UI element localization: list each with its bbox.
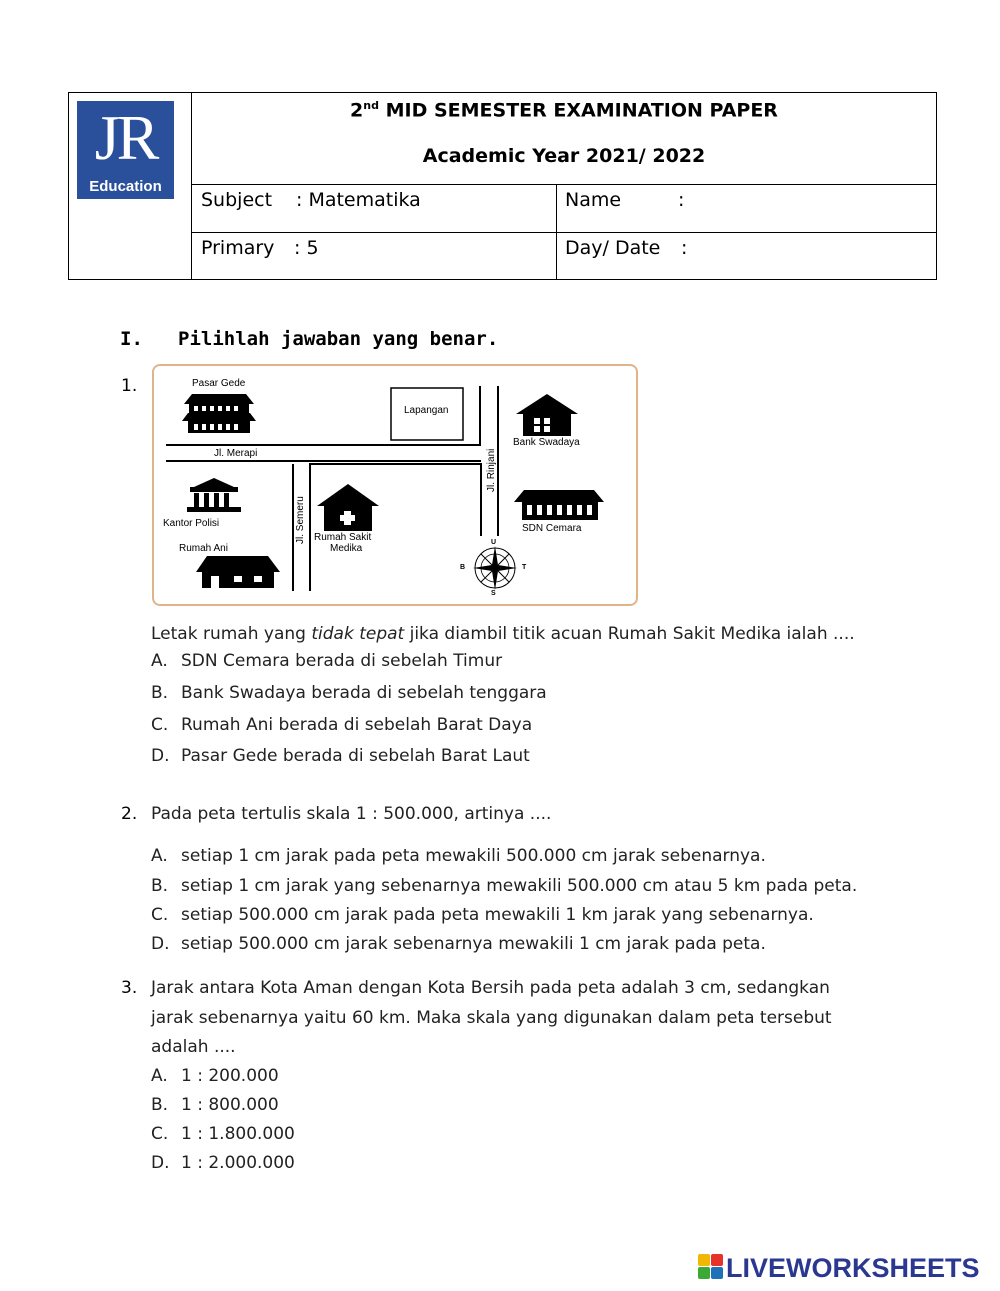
- question-3-number: 3.: [121, 978, 138, 998]
- primary-value: : 5: [294, 237, 319, 259]
- info-row-primary: [192, 233, 936, 280]
- label-lapangan: Lapangan: [404, 405, 449, 416]
- label-rumah-ani: Rumah Ani: [179, 543, 228, 554]
- map-drawing: [154, 366, 638, 606]
- question-1-option-c[interactable]: C. Rumah Ani berada di sebelah Barat Daya: [151, 715, 533, 735]
- primary-label: Primary: [201, 237, 275, 259]
- pasar-gede-icon: [182, 394, 256, 433]
- compass-south: S: [491, 590, 496, 597]
- liveworksheets-logo[interactable]: [698, 1253, 980, 1285]
- sdn-cemara-icon: [514, 490, 604, 520]
- label-sdn-cemara: SDN Cemara: [522, 523, 582, 534]
- exam-title: 2nd MID SEMESTER EXAMINATION PAPER: [350, 99, 778, 122]
- primary-cell: [192, 233, 557, 280]
- subject-value: : Matematika: [296, 189, 421, 211]
- name-label: Name: [565, 189, 622, 211]
- subject-cell: [192, 185, 557, 232]
- compass-east: T: [522, 564, 527, 571]
- exam-title-cell: [192, 93, 936, 185]
- question-1-option-b[interactable]: B. Bank Swadaya berada di sebelah tenggara: [151, 683, 547, 703]
- label-jl-semeru: Jl. Semeru: [295, 496, 306, 544]
- logo-cell: [69, 93, 192, 279]
- name-value: :: [678, 189, 685, 211]
- label-pasar-gede: Pasar Gede: [192, 378, 246, 389]
- question-1-option-a[interactable]: A. SDN Cemara berada di sebelah Timur: [151, 651, 503, 671]
- label-kantor-polisi: Kantor Polisi: [163, 518, 220, 529]
- question-3-option-d[interactable]: D. 1 : 2.000.000: [151, 1153, 295, 1173]
- jr-education-logo: [77, 101, 174, 199]
- liveworksheets-text: LIVEWORKSHEETS: [726, 1253, 980, 1283]
- section-title: Pilihlah jawaban yang benar.: [178, 328, 499, 350]
- question-2-option-a[interactable]: A. setiap 1 cm jarak pada peta mewakili 500.000 cm jarak sebenarnya.: [151, 846, 766, 866]
- question-3-text-line-2: jarak sebenarnya yaitu 60 km. Maka skala yang digunakan dalam peta tersebut: [151, 1008, 832, 1028]
- question-2-option-d[interactable]: D. setiap 500.000 cm jarak sebenarnya mewakili 1 cm jarak pada peta.: [151, 934, 766, 954]
- compass-rose-icon: [473, 546, 517, 590]
- name-cell[interactable]: [557, 185, 936, 232]
- info-row-subject: [192, 185, 936, 233]
- question-2-number: 2.: [121, 804, 138, 824]
- bank-swadaya-icon: [516, 394, 578, 436]
- label-jl-merapi: Jl. Merapi: [214, 448, 258, 459]
- question-1-option-d[interactable]: D. Pasar Gede berada di sebelah Barat Laut: [151, 746, 530, 766]
- question-3-option-a[interactable]: A. 1 : 200.000: [151, 1066, 279, 1086]
- kantor-polisi-icon: [187, 478, 241, 512]
- rumah-sakit-icon: [317, 484, 379, 531]
- subject-label: Subject: [201, 189, 273, 211]
- question-2-option-c[interactable]: C. setiap 500.000 cm jarak pada peta mewakili 1 km jarak yang sebenarnya.: [151, 905, 814, 925]
- label-rumah-sakit: Rumah Sakit: [314, 532, 372, 543]
- label-jl-rinjani: Jl. Rinjani: [486, 448, 497, 492]
- date-cell[interactable]: [557, 233, 936, 280]
- date-value: :: [681, 237, 688, 259]
- question-1-text: Letak rumah yang tidak tepat jika diambil titik acuan Rumah Sakit Medika ialah ....: [151, 624, 855, 644]
- exam-header-table: [68, 92, 937, 280]
- question-2-text: Pada peta tertulis skala 1 : 500.000, artinya ....: [151, 804, 552, 824]
- question-2-option-b[interactable]: B. setiap 1 cm jarak yang sebenarnya mewakili 500.000 cm atau 5 km pada peta.: [151, 876, 858, 896]
- section-number: I.: [120, 328, 143, 350]
- question-3-text-line-1: Jarak antara Kota Aman dengan Kota Bersih pada peta adalah 3 cm, sedangkan: [151, 978, 830, 998]
- question-3-option-b[interactable]: B. 1 : 800.000: [151, 1095, 279, 1115]
- question-3-text-line-3: adalah ....: [151, 1037, 236, 1057]
- academic-year: Academic Year 2021/ 2022: [422, 145, 706, 167]
- logo-text: JR: [94, 102, 157, 173]
- logo-subtext: Education: [89, 178, 162, 195]
- label-medika: Medika: [330, 543, 363, 554]
- compass-west: B: [460, 564, 466, 571]
- date-label: Day/ Date: [565, 237, 661, 259]
- question-3-option-c[interactable]: C. 1 : 1.800.000: [151, 1124, 295, 1144]
- question-1-number: 1.: [121, 376, 138, 396]
- liveworksheets-blocks-icon: [698, 1254, 724, 1280]
- compass-north: U: [491, 539, 497, 546]
- rumah-ani-icon: [196, 556, 280, 588]
- location-map: [152, 364, 638, 606]
- label-bank-swadaya: Bank Swadaya: [513, 437, 580, 448]
